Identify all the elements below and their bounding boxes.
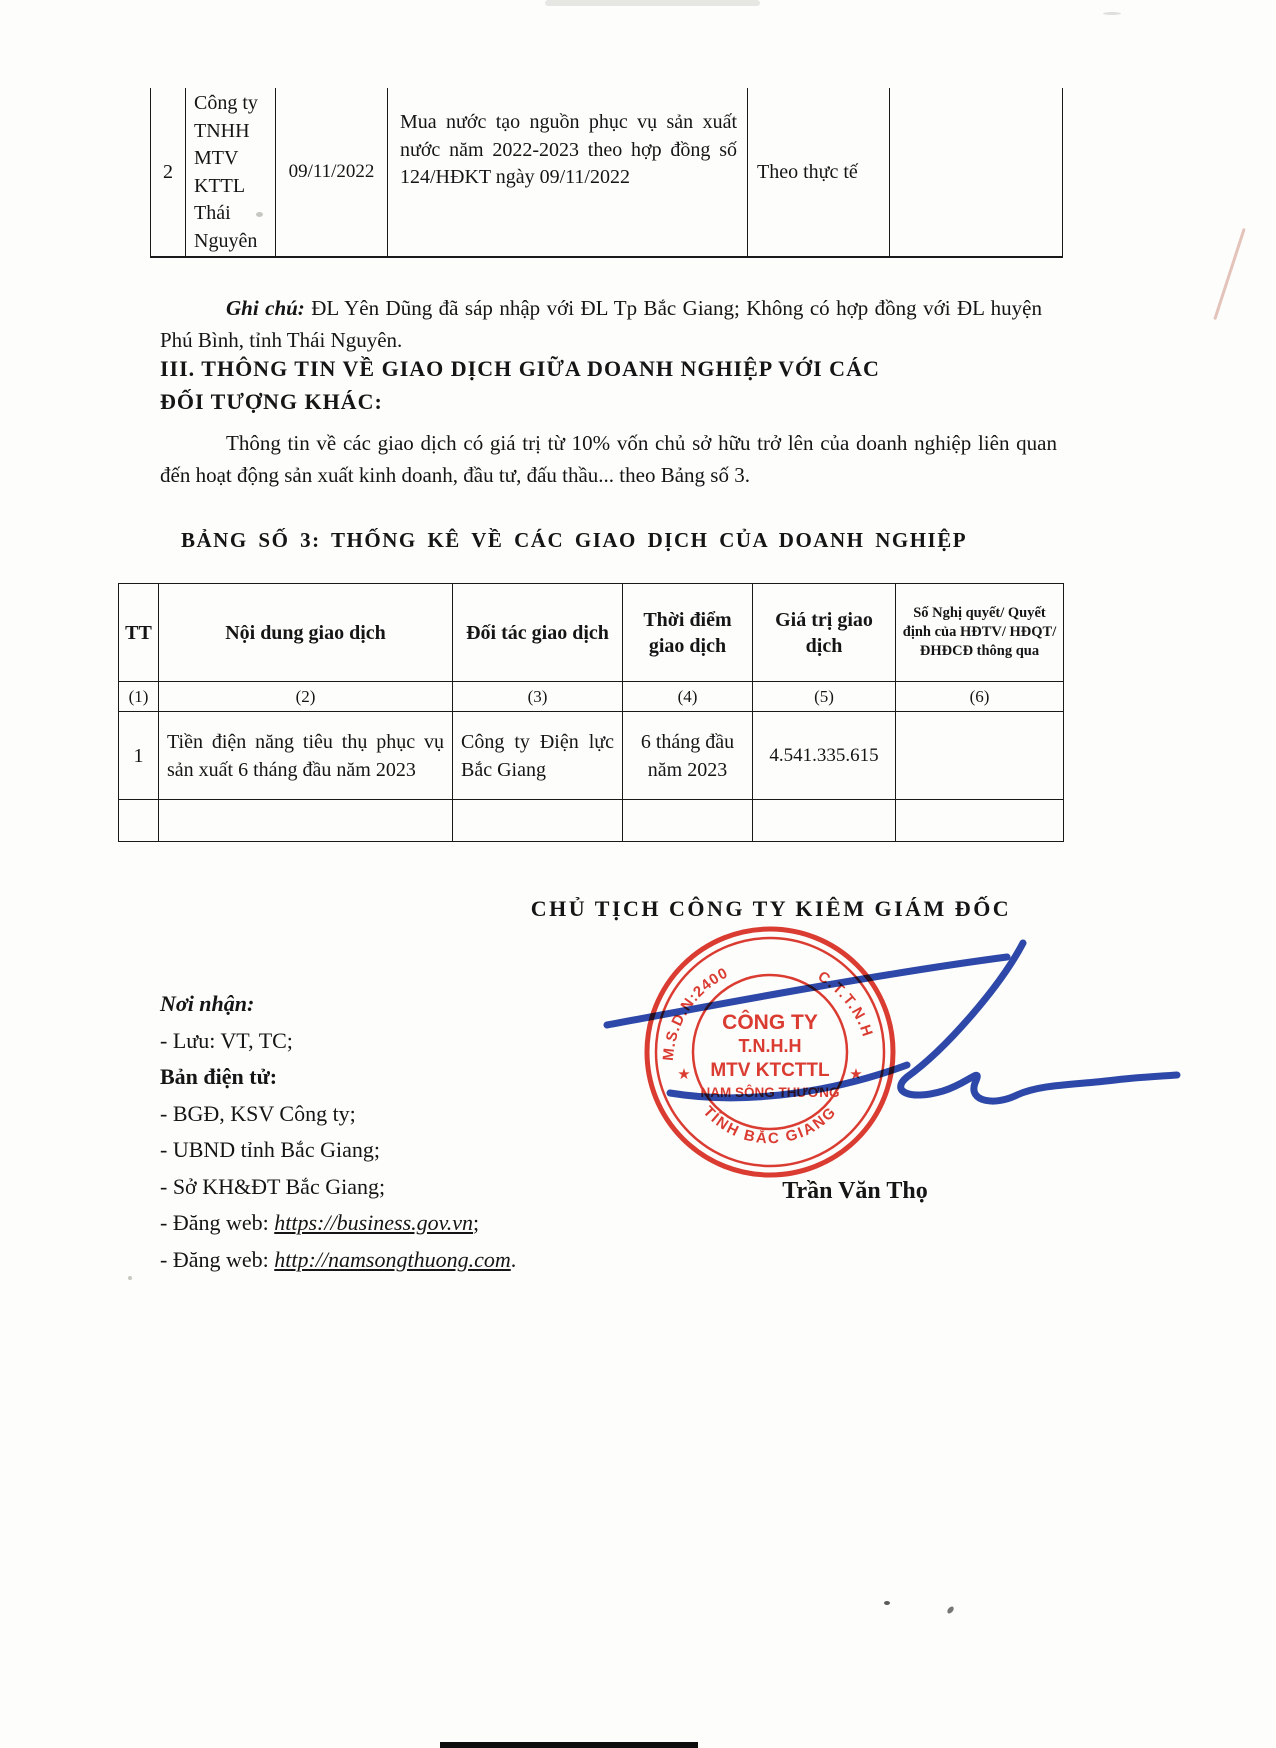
cell-time	[623, 800, 753, 842]
header-partner: Đối tác giao dịch	[453, 584, 623, 682]
index-cell: (3)	[453, 682, 623, 712]
cell-contract-description: Mua nước tạo nguồn phục vụ sản xuất nước năm 2022-2023 theo hợp đồng số 124/HĐKT ngày 09/11/2022	[387, 88, 747, 256]
index-cell: (4)	[623, 682, 753, 712]
recipients-line	[160, 1205, 580, 1242]
cell-row-number: 2	[150, 88, 185, 256]
recipients-line: - UBND tỉnh Bắc Giang;	[160, 1137, 380, 1162]
note-text: ĐL Yên Dũng đã sáp nhập với ĐL Tp Bắc Giang; Không có hợp đồng với ĐL huyện Phú Bình, tỉnh Thái Nguyên.	[160, 296, 1042, 352]
handwritten-signature	[555, 925, 1185, 1115]
cell-resolution	[896, 712, 1064, 800]
stamp-line-mtv: MTV KTCTTL	[710, 1060, 830, 1081]
stamp-line-tnhh: T.N.H.H	[738, 1036, 802, 1056]
header-content: Nội dung giao dịch	[159, 584, 453, 682]
table-header-row	[119, 584, 1064, 682]
scan-artifact	[128, 1276, 132, 1280]
cell-time: 6 tháng đầu năm 2023	[623, 712, 753, 800]
header-resolution: Số Nghị quyết/ Quyết định của HĐTV/ HĐQT/ ĐHĐCĐ thông qua	[896, 584, 1064, 682]
cell-row-number	[119, 800, 159, 842]
section-heading: III. THÔNG TIN VỀ GIAO DỊCH GIỮA DOANH NGHIỆP VỚI CÁC ĐỐI TƯỢNG KHÁC:	[160, 356, 880, 414]
header-value: Giá trị giao dịch	[753, 584, 896, 682]
table-row-empty	[119, 800, 1064, 842]
index-cell: (1)	[119, 682, 159, 712]
signer-name: Trần Văn Thọ	[782, 1178, 928, 1204]
cell-row-number: 1	[119, 712, 159, 800]
column-index-row	[119, 682, 1064, 712]
cell-resolution	[896, 800, 1064, 842]
cell-content	[159, 800, 453, 842]
table-row	[119, 712, 1064, 800]
header-time: Thời điểm giao dịch	[623, 584, 753, 682]
cell-content: Tiền điện năng tiêu thụ phục vụ sản xuất 6 tháng đầu năm 2023	[159, 712, 453, 800]
stamp-cttnh-arc: C.T.T.N.H	[814, 967, 877, 1040]
signer-title: CHỦ TỊCH CÔNG TY KIÊM GIÁM ĐỐC	[530, 896, 1012, 921]
cell-contract-value: Theo thực tế	[747, 88, 889, 256]
scan-artifact	[440, 1742, 698, 1748]
recipients-line: - BGĐ, KSV Công ty;	[160, 1100, 356, 1126]
index-cell: (5)	[753, 682, 896, 712]
table-title: BẢNG SỐ 3: THỐNG KÊ VỀ CÁC GIAO DỊCH CỦA DOANH NGHIỆP	[181, 528, 968, 552]
scan-artifact	[1213, 228, 1246, 320]
web-label: - Đăng web:	[160, 1210, 275, 1235]
cell-contract-resolution	[889, 88, 1063, 256]
recipients-title: Nơi nhận:	[160, 991, 255, 1016]
note-label: Ghi chú:	[226, 296, 305, 320]
stamp-line-namsongthuong: NAM SÔNG THƯƠNG	[700, 1085, 840, 1100]
cell-value: 4.541.335.615	[753, 712, 896, 800]
recipients-line: - Sở KH&ĐT Bắc Giang;	[160, 1173, 386, 1199]
stamp-line-congty: CÔNG TY	[722, 1011, 818, 1034]
namsongthuong-url: http://namsongthuong.com	[274, 1246, 511, 1272]
index-cell: (2)	[159, 682, 453, 712]
recipients-line	[160, 1242, 580, 1279]
web-label: - Đăng web:	[160, 1246, 275, 1272]
scan-artifact	[946, 1605, 955, 1614]
continued-contract-table	[150, 88, 1063, 258]
header-tt: TT	[119, 584, 159, 682]
cell-value	[753, 800, 896, 842]
cell-contract-date: 09/11/2022	[275, 88, 387, 256]
scan-artifact	[884, 1601, 890, 1605]
stamp-province-arc: TỈNH BẮC GIANG	[699, 1102, 841, 1148]
intro-paragraph: Thông tin về các giao dịch có giá trị từ 10% vốn chủ sở hữu trở lên của doanh nghiệp liên quan đến hoạt động sản xuất kinh doanh, đầu tư, đấu thầu... theo Bảng số 3.	[160, 431, 1057, 487]
cell-partner	[453, 800, 623, 842]
recipients-block	[160, 986, 580, 1278]
note-paragraph	[160, 293, 1042, 356]
cell-company-name: Công ty TNHH MTV KTTL Thái Nguyên	[185, 88, 275, 256]
index-cell: (6)	[896, 682, 1064, 712]
cell-partner: Công ty Điện lực Bắc Giang	[453, 712, 623, 800]
punctuation: .	[510, 1246, 517, 1272]
stamp-msdn-arc: M.S.D.N:2400	[659, 964, 732, 1062]
scan-artifact	[545, 0, 760, 6]
recipients-subtitle: Bản điện tử:	[160, 1064, 278, 1089]
transactions-table	[118, 583, 1064, 842]
stamp-star-right: ★	[849, 1066, 863, 1083]
scan-artifact	[1103, 12, 1121, 15]
recipients-line: - Lưu: VT, TC;	[160, 1027, 293, 1053]
stamp-star-left: ★	[677, 1066, 691, 1083]
punctuation: ;	[473, 1210, 480, 1235]
business-gov-url: https://business.gov.vn	[274, 1210, 474, 1235]
